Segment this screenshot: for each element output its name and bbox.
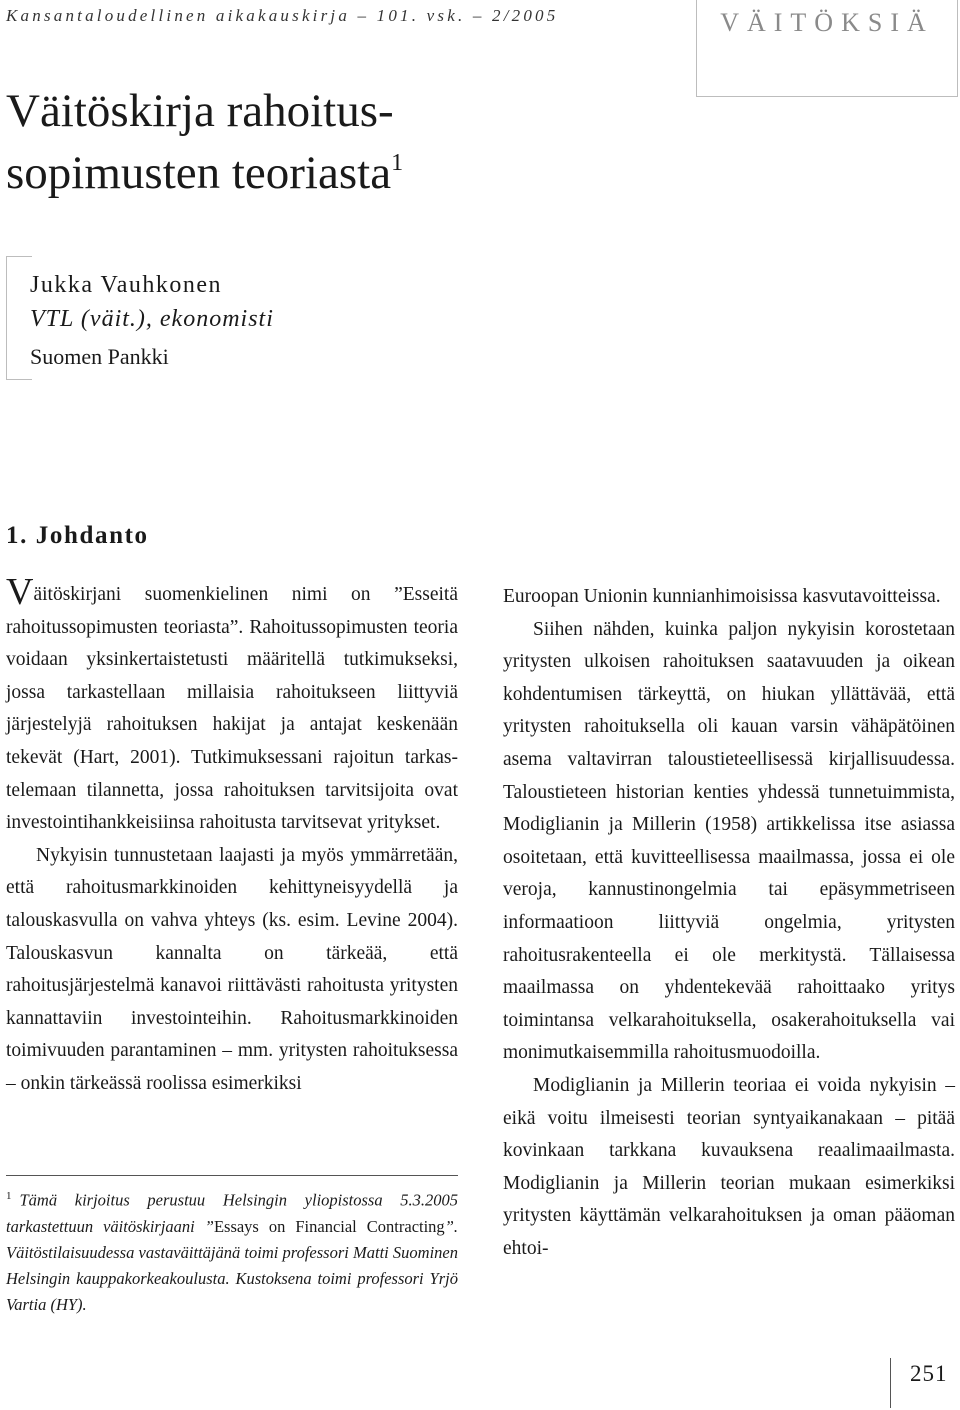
initial-letter: V xyxy=(6,571,34,613)
page-number: 251 xyxy=(910,1361,948,1386)
paragraph-5: Modiglianin ja Millerin teoriaa ei voida nykyisin – eikä voitu ilmeisesti teorian syntyaikanakaan – pitää kovinkaan tarkkana kuvauksena reaalimaailmasta. Modiglianin ja Millerin teorian mukaan esimerkiksi yritysten käyttämän velkarahoituksen ja oman pääoman ehtoi- xyxy=(503,1074,955,1259)
author-name: Jukka Vauhkonen xyxy=(30,272,223,298)
footnote-text-b: ”. Väitöstilaisuudessa vastaväittäjänä toimi professori Matti Suominen Helsingin kauppakorkeakoulusta. Kustoksena toimi professori Yrjö Vartia (HY). xyxy=(6,1216,458,1314)
page-number-rule xyxy=(890,1358,891,1408)
author-organization: Suomen Pankki xyxy=(30,344,169,369)
body-column-right xyxy=(503,581,955,1265)
section-label: VÄITÖKSIÄ xyxy=(720,8,934,37)
section-heading: 1. Johdanto xyxy=(6,522,149,549)
article-title-line1: Väitöskirja rahoitus- xyxy=(6,85,394,137)
author-degree: VTL (väit.), ekonomisti xyxy=(30,306,274,332)
footnote xyxy=(6,1183,458,1318)
body-column-left xyxy=(6,571,458,1101)
footnote-marker: 1 xyxy=(6,1190,12,1202)
article-title xyxy=(6,80,403,212)
paragraph-2: Nykyisin tunnustetaan laajasti ja myös ymmärretään, että rahoitusmarkkinoiden kehittyneisyydellä ja talouskasvulla on vahva yhteys (ks. esim. Levine 2004). Talouskasvun kannalta on tärkeää, että rahoitusjärjestelmä kanavoi riittävästi rahoitusta yritysten kannattaviin investointeihin. Rahoitusmarkkinoiden toimivuuden parantaminen – mm. yritysten rahoituksessa – onkin tärkeässä roolissa esimerkiksi xyxy=(6,844,458,1094)
paragraph-3: Euroopan Unionin kunnianhimoisissa kasvutavoitteissa. xyxy=(503,586,941,607)
author-bracket xyxy=(6,256,32,380)
paragraph-4: Siihen nähden, kuinka paljon nykyisin korostetaan yritysten ulkoisen rahoituksen saatavuuden ja oikean kohdentumisen tärkeyttä, on hiukan yllättävää, että yritysten rahoituksella oli kauan varsin vähäpätöinen asema valtavirran taloustieteellisessä kirjallisuudessa. Taloustieteen historian kenties yhdessä tunnetuimmista, Modiglianin ja Millerin (1958) artikkelissa itse asiassa osoitetaan, että kuvitteellisessa maailmassa, jossa ei ole veroja, kannustinongelmia tai epäsymmetriseen informaatioon liittyviä ongelmia, yritysten rahoitusrakenteella ei ole merkitystä. Tällaisessa maailmassa on yhdentekevää rahoittaako yritys toimintansa velkarahoituksella, osakerahoituksella vai monimutkaisemmilla rahoitusmuodoilla. xyxy=(503,618,955,1064)
footnote-text-a: Tämä kirjoitus perustuu Helsingin yliopistossa 5.3.2005 tarkastettuun väitöskirjaani ” xyxy=(6,1190,458,1236)
author-block xyxy=(30,268,274,374)
paragraph-1 xyxy=(6,571,458,840)
footnote-rule xyxy=(6,1175,458,1176)
article-title-line2: sopimusten teoriasta xyxy=(6,147,392,199)
title-footnote-marker[interactable]: 1 xyxy=(391,150,404,176)
journal-header: Kansantaloudellinen aikakauskirja – 101. vsk. – 2/2005 xyxy=(6,6,559,25)
paragraph-1-text: äitöskirjani suomenkielinen nimi on ”Esseitä rahoitussopimusten teoriasta”. Rahoitussopimusten teoria voidaan yksinkertaistetusti määritellä tutkimukseksi, jossa tarkastellaan millaisia rahoitukseen liittyviä järjestelyjä rahoituksen hakijat ja antajat keskenään tekevät (Hart, 2001). Tutkimuksessani rajoitun tarkastelemaan tilannetta, jossa rahoituksen tarvitsijoita ovat investointihankkeisiinsa rahoitusta tarvitsevat yritykset. xyxy=(6,584,458,834)
section-label-box xyxy=(696,0,958,97)
footnote-dissertation-title: Essays on Financial Contracting xyxy=(213,1216,445,1236)
